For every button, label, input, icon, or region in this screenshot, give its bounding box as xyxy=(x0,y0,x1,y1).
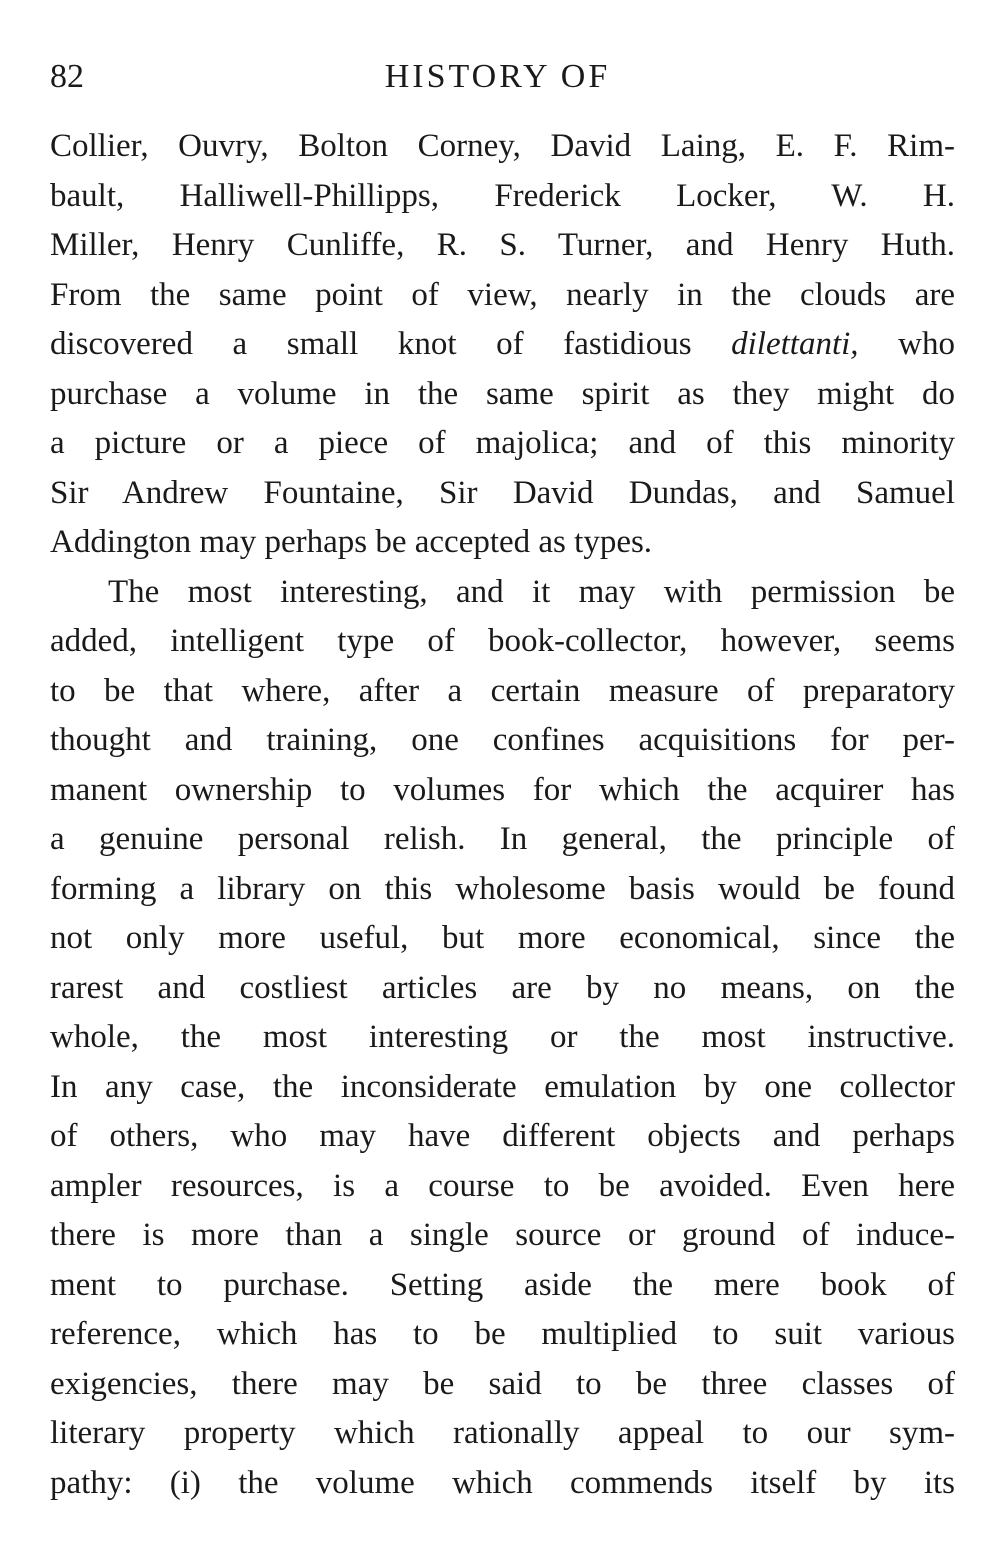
italic-term: dilettanti, xyxy=(731,326,859,362)
text-line: pathy: (i) the volume which commends itself by its xyxy=(50,1464,955,1501)
running-head xyxy=(50,52,955,102)
body-text xyxy=(50,122,955,1508)
text-line: forming a library on this wholesome basis would be found xyxy=(50,870,955,907)
text-line: Miller, Henry Cunliffe, R. S. Turner, and Henry Huth. xyxy=(50,227,955,263)
text-line: not only more useful, but more economical, since the xyxy=(50,920,955,956)
text-line: whole, the most interesting or the most instructive. xyxy=(50,1019,955,1055)
text-line: From the same point of view, nearly in the clouds are xyxy=(50,276,955,313)
text-line: ampler resources, is a course to be avoided. Even here xyxy=(50,1167,955,1204)
text-line: bault, Halliwell-Phillipps, Frederick Locker, W. H. xyxy=(50,177,955,214)
text-line: of others, who may have different objects and perhaps xyxy=(50,1118,955,1154)
text-line: purchase a volume in the same spirit as they might do xyxy=(50,375,955,412)
text-line: a genuine personal relish. In general, the principle of xyxy=(50,821,955,857)
text-line: In any case, the inconsiderate emulation by one collector xyxy=(50,1068,955,1105)
text-line: manent ownership to volumes for which the acquirer has xyxy=(50,771,955,808)
paragraph xyxy=(50,568,955,1509)
text-line: added, intelligent type of book-collector, however, seems xyxy=(50,623,955,659)
text-segment: discovered a small knot of fastidious xyxy=(50,326,732,362)
text-line: The most interesting, and it may with permission be xyxy=(108,573,955,610)
text-line: Sir Andrew Fountaine, Sir David Dundas, and Samuel xyxy=(50,474,955,511)
paragraph xyxy=(50,122,955,568)
text-line: thought and training, one confines acquisitions for per- xyxy=(50,722,955,758)
page-number: 82 xyxy=(50,58,84,95)
text-line: to be that where, after a certain measure of preparatory xyxy=(50,672,955,709)
text-line: ment to purchase. Setting aside the mere book of xyxy=(50,1266,955,1303)
text-line xyxy=(50,320,955,370)
running-title: HISTORY OF xyxy=(384,58,611,95)
text-line: literary property which rationally appeal to our sym- xyxy=(50,1415,955,1451)
text-segment: who xyxy=(858,326,955,362)
text-line: there is more than a single source or ground of induce- xyxy=(50,1217,955,1253)
text-line: Addington may perhaps be accepted as types. xyxy=(50,524,653,560)
text-line: a picture or a piece of majolica; and of this minority xyxy=(50,425,955,461)
text-line: Collier, Ouvry, Bolton Corney, David Laing, E. F. Rim- xyxy=(50,128,955,164)
text-line: reference, which has to be multiplied to suit various xyxy=(50,1316,955,1352)
text-line: rarest and costliest articles are by no means, on the xyxy=(50,969,955,1006)
text-line: exigencies, there may be said to be three classes of xyxy=(50,1365,955,1402)
